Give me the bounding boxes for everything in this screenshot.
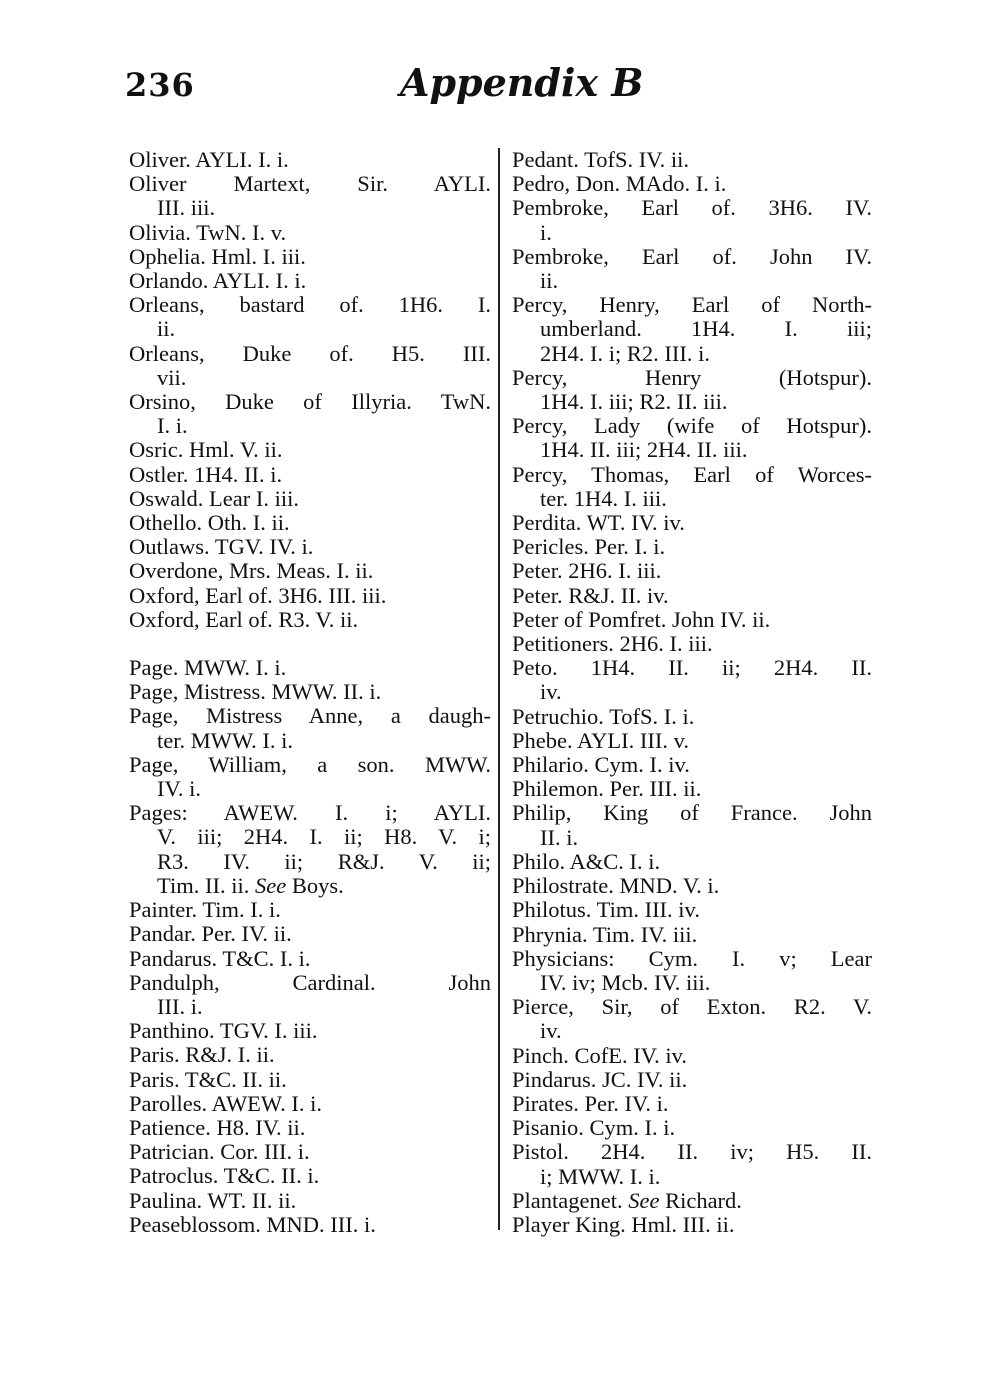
entry-line: Oxford, Earl of. R3. V. ii. xyxy=(129,606,359,632)
index-entry xyxy=(129,608,491,632)
entry-line: Orleans, Duke of. H5. III. xyxy=(129,340,491,366)
entry-line: Philario. Cym. I. iv. xyxy=(512,752,690,778)
index-entry xyxy=(129,753,491,801)
index-entry xyxy=(512,511,872,535)
index-entry xyxy=(129,971,491,1019)
index-entry xyxy=(512,632,872,656)
entry-line: i; MWW. I. i. xyxy=(540,1163,661,1189)
index-entry xyxy=(512,1189,872,1213)
entry-line: Orsino, Duke of Illyria. TwN. xyxy=(129,389,491,415)
entry-line: IV. iv; Mcb. IV. iii. xyxy=(540,969,711,995)
entry-line: Olivia. TwN. I. v. xyxy=(129,219,287,245)
entry-line: Peto. 1H4. II. ii; 2H4. II. xyxy=(512,655,872,681)
index-entry xyxy=(512,414,872,462)
entry-line: Pages: AWEW. I. i; AYLI. xyxy=(129,800,491,826)
index-entry xyxy=(129,293,491,341)
index-entry xyxy=(512,148,872,172)
index-entry xyxy=(129,245,491,269)
entry-line: Percy, Lady (wife of Hotspur). xyxy=(512,413,872,439)
entry-line: Peter. R&J. II. iv. xyxy=(512,582,669,608)
section-gap xyxy=(129,632,491,656)
index-entry xyxy=(512,705,872,729)
index-entry xyxy=(129,656,491,680)
index-entry xyxy=(129,947,491,971)
index-entry xyxy=(512,559,872,583)
entry-line: Percy, Henry, Earl of North- xyxy=(512,292,872,318)
entry-line: Phrynia. Tim. IV. iii. xyxy=(512,921,698,947)
entry-line: II. i. xyxy=(540,824,579,850)
entry-line: Petruchio. TofS. I. i. xyxy=(512,703,695,729)
entry-line: Physicians: Cym. I. v; Lear xyxy=(512,945,872,971)
index-entry xyxy=(512,172,872,196)
entry-line: Pericles. Per. I. i. xyxy=(512,534,666,560)
index-entry xyxy=(512,753,872,777)
index-column-left xyxy=(129,148,491,1237)
index-entry xyxy=(512,245,872,293)
index-entry xyxy=(512,463,872,511)
index-entry xyxy=(512,995,872,1043)
index-entry xyxy=(129,1213,491,1237)
entry-line: Pedro, Don. MAdo. I. i. xyxy=(512,171,727,197)
index-entry xyxy=(129,535,491,559)
index-entry xyxy=(512,1140,872,1188)
entry-line: Parolles. AWEW. I. i. xyxy=(129,1090,322,1116)
entry-line: iv. xyxy=(540,679,562,705)
entry-line: Petitioners. 2H6. I. iii. xyxy=(512,631,713,657)
entry-line: 1H4. II. iii; 2H4. II. iii. xyxy=(540,437,748,463)
index-entry xyxy=(129,221,491,245)
entry-line: Ostler. 1H4. II. i. xyxy=(129,461,283,487)
index-entry xyxy=(129,1140,491,1164)
entry-line: Pinch. CofE. IV. iv. xyxy=(512,1042,688,1068)
index-entry xyxy=(129,1019,491,1043)
entry-line: Pisanio. Cym. I. i. xyxy=(512,1115,676,1141)
index-entry xyxy=(512,850,872,874)
entry-line: Panthino. TGV. I. iii. xyxy=(129,1018,318,1044)
index-entry xyxy=(129,801,491,898)
entry-line: 2H4. I. i; R2. III. i. xyxy=(540,340,710,366)
index-entry xyxy=(129,148,491,172)
index-entry xyxy=(512,584,872,608)
entry-line: Pembroke, Earl of. John IV. xyxy=(512,243,872,269)
index-entry xyxy=(512,293,872,366)
see-reference: See xyxy=(254,872,287,898)
entry-line: Percy, Henry (Hotspur). xyxy=(512,364,872,390)
entry-line: Pandulph, Cardinal. John xyxy=(129,969,491,995)
index-entry xyxy=(512,898,872,922)
index-entry xyxy=(512,366,872,414)
index-entry xyxy=(512,656,872,704)
entry-line: Oswald. Lear I. iii. xyxy=(129,485,299,511)
entry-line: Philostrate. MND. V. i. xyxy=(512,873,720,899)
entry-line: ii. xyxy=(540,268,559,294)
see-target: Richard. xyxy=(665,1187,742,1213)
entry-line: Paris. T&C. II. ii. xyxy=(129,1066,287,1092)
index-entry xyxy=(129,559,491,583)
entry-line: ii. xyxy=(157,316,176,342)
index-entry xyxy=(129,463,491,487)
entry-line: III. i. xyxy=(157,993,203,1019)
entry-line: Peaseblossom. MND. III. i. xyxy=(129,1211,376,1237)
index-entry xyxy=(512,1068,872,1092)
entry-line: Oxford, Earl of. 3H6. III. iii. xyxy=(129,582,387,608)
index-entry xyxy=(129,1068,491,1092)
index-column-right xyxy=(512,148,872,1237)
entry-line: Paulina. WT. II. ii. xyxy=(129,1187,297,1213)
index-entry xyxy=(129,680,491,704)
index-entry xyxy=(129,511,491,535)
index-entry xyxy=(129,1189,491,1213)
entry-line: ter. 1H4. I. iii. xyxy=(540,485,667,511)
entry-line: Pistol. 2H4. II. iv; H5. II. xyxy=(512,1139,872,1165)
entry-line: Philotus. Tim. III. iv. xyxy=(512,897,700,923)
entry-line: ter. MWW. I. i. xyxy=(157,727,294,753)
entry-line: Paris. R&J. I. ii. xyxy=(129,1042,275,1068)
entry-line: Page, William, a son. MWW. xyxy=(129,751,491,777)
index-entry xyxy=(129,1116,491,1140)
entry-line: Tim. II. ii. See Boys. xyxy=(157,872,344,898)
index-entry xyxy=(512,947,872,995)
index-entry xyxy=(512,801,872,849)
entry-line: Osric. Hml. V. ii. xyxy=(129,437,283,463)
running-head: Appendix B xyxy=(400,60,644,105)
entry-line: Percy, Thomas, Earl of Worces- xyxy=(512,461,872,487)
entry-line: Patience. H8. IV. ii. xyxy=(129,1114,306,1140)
index-entry xyxy=(512,923,872,947)
entry-line: Pembroke, Earl of. 3H6. IV. xyxy=(512,195,872,221)
index-entry xyxy=(129,704,491,752)
index-entry xyxy=(129,269,491,293)
entry-line: Painter. Tim. I. i. xyxy=(129,897,281,923)
entry-line: Perdita. WT. IV. iv. xyxy=(512,510,685,536)
entry-line: Pierce, Sir, of Exton. R2. V. xyxy=(512,994,872,1020)
column-rule xyxy=(498,148,500,1230)
index-entry xyxy=(512,777,872,801)
entry-line: Oliver. AYLI. I. i. xyxy=(129,147,289,172)
index-entry xyxy=(129,1164,491,1188)
entry-line: Peter. 2H6. I. iii. xyxy=(512,558,662,584)
entry-line: III. iii. xyxy=(157,195,216,221)
index-entry xyxy=(512,1092,872,1116)
index-entry xyxy=(512,874,872,898)
entry-line: Page, Mistress Anne, a daugh- xyxy=(129,703,491,729)
entry-line: vii. xyxy=(157,364,187,390)
entry-line: Player King. Hml. III. ii. xyxy=(512,1211,735,1237)
index-entry xyxy=(129,438,491,462)
index-entry xyxy=(129,342,491,390)
entry-line: Philo. A&C. I. i. xyxy=(512,848,661,874)
entry-line: iv. xyxy=(540,1018,562,1044)
index-entry xyxy=(512,608,872,632)
entry-line: Orlando. AYLI. I. i. xyxy=(129,268,307,294)
index-entry xyxy=(512,1213,872,1237)
index-entry xyxy=(129,1092,491,1116)
index-entry xyxy=(129,922,491,946)
entry-line: Phebe. AYLI. III. v. xyxy=(512,727,690,753)
index-entry xyxy=(512,196,872,244)
index-entry xyxy=(129,390,491,438)
entry-line: IV. i. xyxy=(157,776,201,802)
index-entry xyxy=(512,1044,872,1068)
entry-line: Pindarus. JC. IV. ii. xyxy=(512,1066,688,1092)
see-target: Boys. xyxy=(291,872,344,898)
entry-line: umberland. 1H4. I. iii; xyxy=(540,316,872,342)
entry-line: Overdone, Mrs. Meas. I. ii. xyxy=(129,558,374,584)
page-number: 236 xyxy=(125,66,195,104)
entry-line: i. xyxy=(540,219,552,245)
entry-line: V. iii; 2H4. I. ii; H8. V. i; xyxy=(157,824,491,850)
entry-line: Pandar. Per. IV. ii. xyxy=(129,921,292,947)
entry-line: Peter of Pomfret. John IV. ii. xyxy=(512,606,771,632)
index-entry xyxy=(129,584,491,608)
entry-line: Pirates. Per. IV. i. xyxy=(512,1090,669,1116)
entry-line: Philemon. Per. III. ii. xyxy=(512,776,702,802)
entry-line: Othello. Oth. I. ii. xyxy=(129,510,290,536)
entry-line: Philip, King of France. John xyxy=(512,800,872,826)
index-entry xyxy=(512,1116,872,1140)
entry-line: Plantagenet. See Richard. xyxy=(512,1187,742,1213)
index-entry xyxy=(512,535,872,559)
entry-line: Page, Mistress. MWW. II. i. xyxy=(129,679,382,705)
index-entry xyxy=(129,487,491,511)
entry-line: Oliver Martext, Sir. AYLI. xyxy=(129,171,491,197)
entry-line: Ophelia. Hml. I. iii. xyxy=(129,243,306,269)
index-entry xyxy=(512,729,872,753)
entry-line: Orleans, bastard of. 1H6. I. xyxy=(129,292,491,318)
entry-line: I. i. xyxy=(157,413,188,439)
entry-line: Patroclus. T&C. II. i. xyxy=(129,1163,320,1189)
entry-line: Outlaws. TGV. IV. i. xyxy=(129,534,314,560)
index-entry xyxy=(129,172,491,220)
entry-line: 1H4. I. iii; R2. II. iii. xyxy=(540,389,728,415)
entry-line: Pandarus. T&C. I. i. xyxy=(129,945,311,971)
entry-line: Page. MWW. I. i. xyxy=(129,655,287,681)
index-entry xyxy=(129,898,491,922)
index-entry xyxy=(129,1043,491,1067)
entry-line: Pedant. TofS. IV. ii. xyxy=(512,147,689,172)
entry-line: R3. IV. ii; R&J. V. ii; xyxy=(157,848,491,874)
see-reference: See xyxy=(628,1187,660,1213)
entry-line: Patrician. Cor. III. i. xyxy=(129,1139,310,1165)
